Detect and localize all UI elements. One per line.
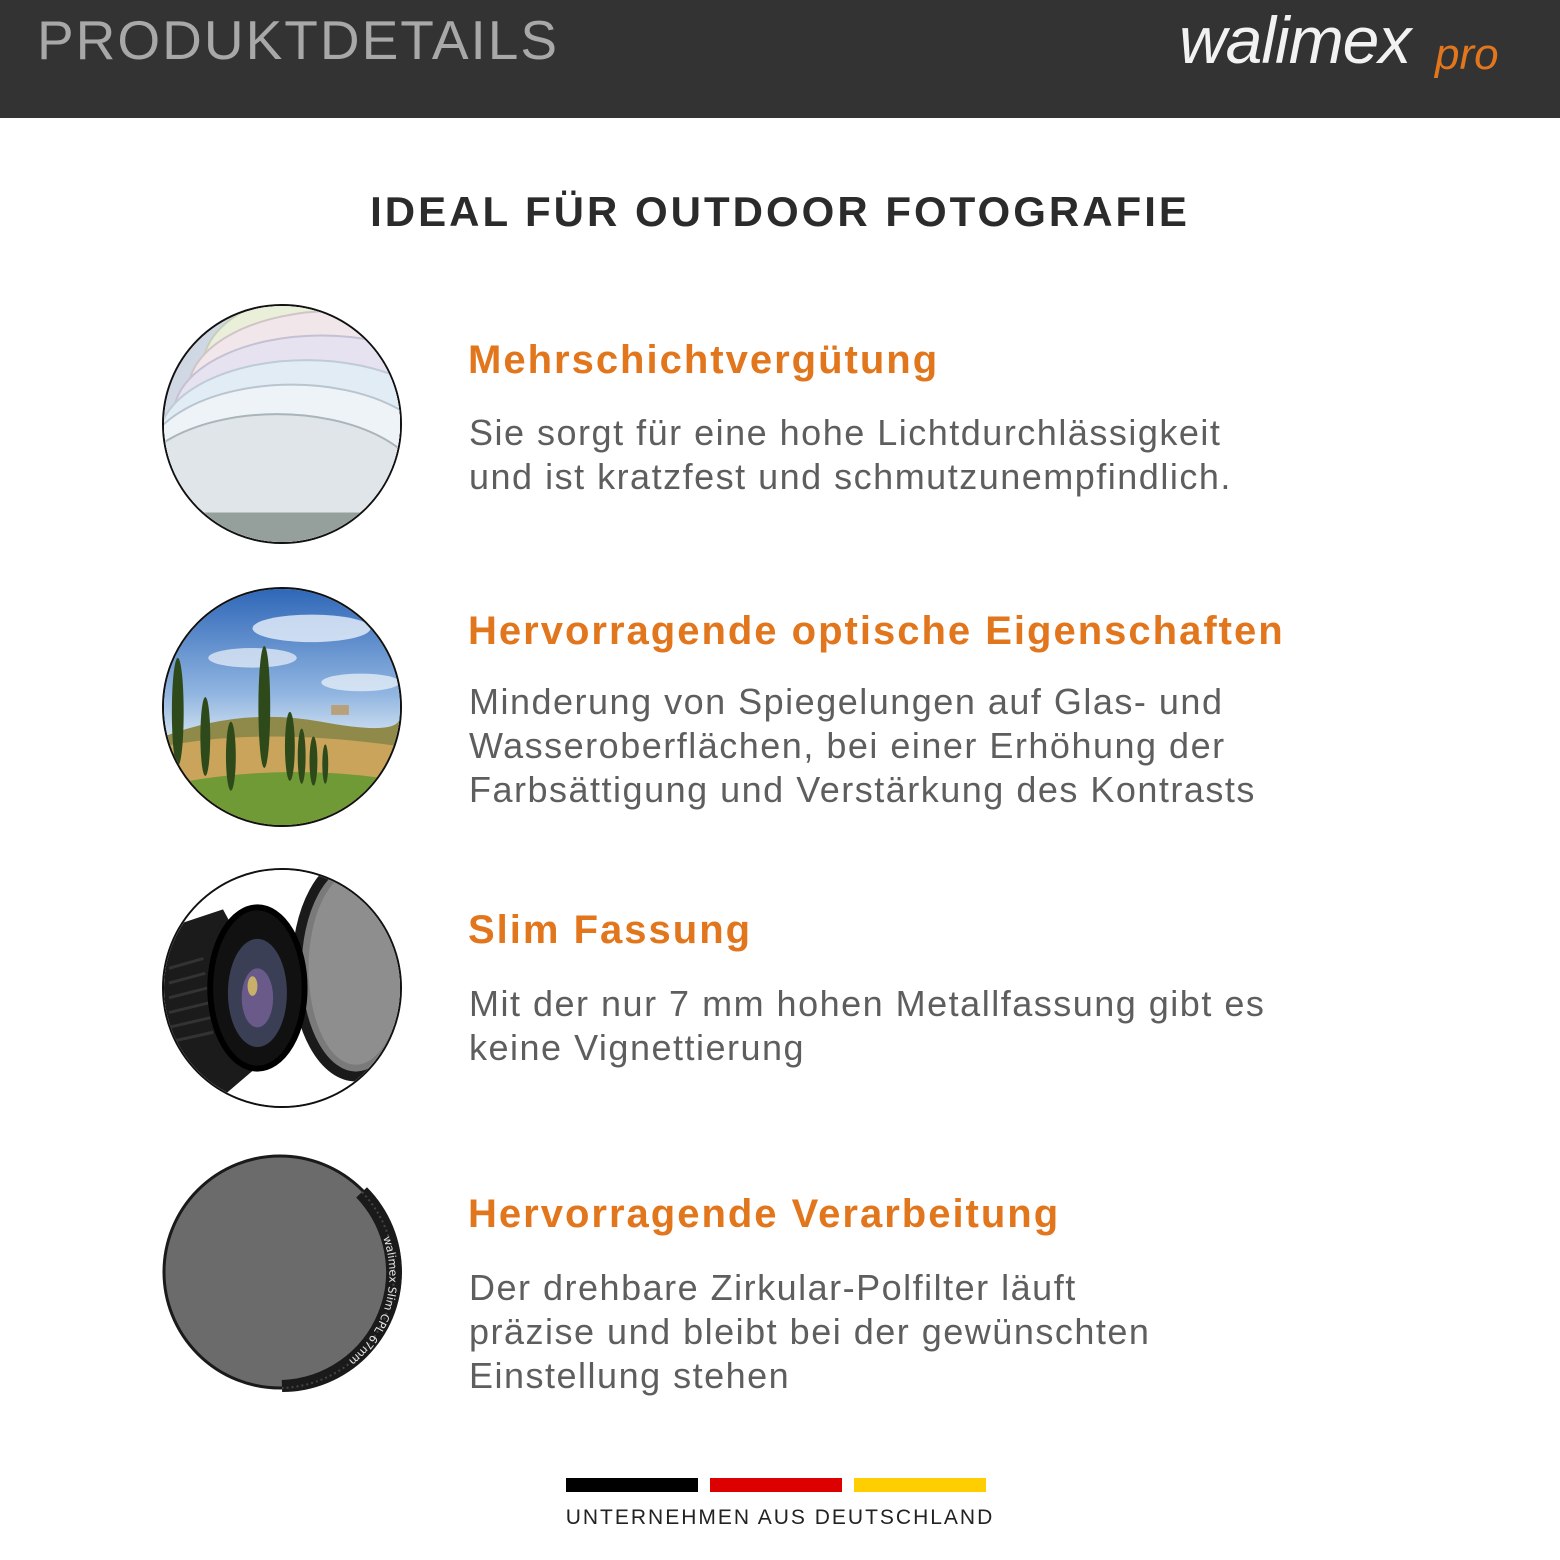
polarizing-filter-image <box>162 1152 402 1392</box>
feature-title: Slim Fassung <box>468 908 753 952</box>
feature-description <box>469 411 1419 499</box>
page-title: PRODUKTDETAILS <box>37 9 560 71</box>
lens-with-filter-image <box>162 868 402 1108</box>
section-heading: IDEAL FÜR OUTDOOR FOTOGRAFIE <box>370 188 1190 235</box>
feature-title: Mehrschichtvergütung <box>468 338 940 382</box>
logo-wordmark: walimex <box>1179 3 1411 77</box>
feature-title: Hervorragende optische Eigenschaften <box>468 609 1285 653</box>
description-line: Minderung von Spiegelungen auf Glas- und <box>469 681 1224 722</box>
description-line: und ist kratzfest und schmutzunempfindlich. <box>469 456 1232 497</box>
coating-layers-image <box>162 304 402 544</box>
feature-description <box>469 982 1419 1070</box>
description-line: Wasseroberflächen, bei einer Erhöhung der <box>469 725 1226 766</box>
description-line: Sie sorgt für eine hohe Lichtdurchlässigkeit <box>469 412 1222 453</box>
header-bar <box>0 0 1560 118</box>
flag-stripe-red <box>710 1478 842 1492</box>
description-line: Der drehbare Zirkular-Polfilter läuft <box>469 1267 1077 1308</box>
flag-stripe-black <box>566 1478 698 1492</box>
company-origin-label: UNTERNEHMEN AUS DEUTSCHLAND <box>565 1506 995 1529</box>
feature-title: Hervorragende Verarbeitung <box>468 1192 1061 1236</box>
filter-ring-text: walimex Slim CPL 67mm <box>346 1234 400 1369</box>
logo-suffix: pro <box>1435 30 1499 79</box>
description-line: keine Vignettierung <box>469 1027 806 1068</box>
description-line: Farbsättigung und Verstärkung des Kontrasts <box>469 769 1256 810</box>
flag-stripe-gold <box>854 1478 986 1492</box>
description-line: Mit der nur 7 mm hohen Metallfassung gibt es <box>469 983 1266 1024</box>
feature-description <box>469 1266 1419 1398</box>
description-line: präzise und bleibt bei der gewünschten <box>469 1311 1151 1352</box>
landscape-photo <box>162 587 402 827</box>
feature-description <box>469 680 1419 812</box>
brand-logo <box>1179 0 1524 86</box>
description-line: Einstellung stehen <box>469 1355 791 1396</box>
